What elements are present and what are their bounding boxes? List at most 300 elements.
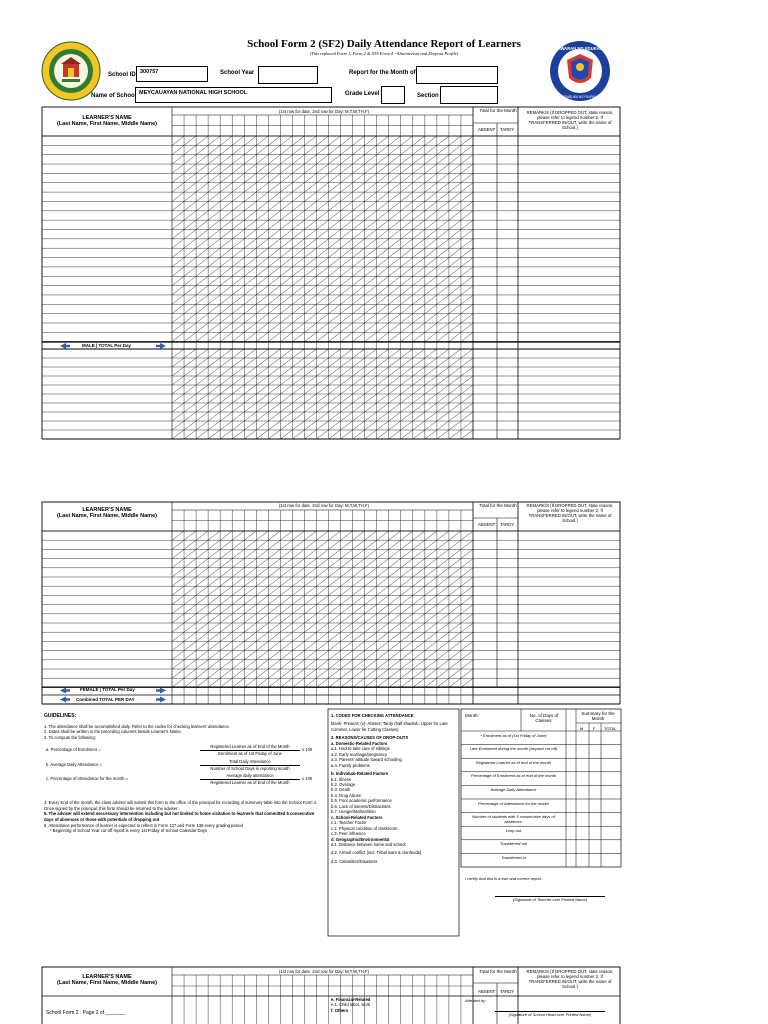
x100-a: x 100 <box>302 747 313 752</box>
day-cell-diagonal <box>329 276 341 285</box>
day-cell-diagonal <box>365 421 377 430</box>
day-cell-diagonal <box>316 549 328 558</box>
school-name-field[interactable]: MEYCAUAYAN NATIONAL HIGH SCHOOL <box>135 87 332 103</box>
day-cell-diagonal <box>280 258 292 267</box>
day-cell-diagonal <box>389 286 401 295</box>
day-cell-diagonal <box>220 258 232 267</box>
day-cell-diagonal <box>220 314 232 323</box>
day-cell-diagonal <box>208 367 220 376</box>
day-cell-diagonal <box>220 332 232 341</box>
day-cell-diagonal <box>413 376 425 385</box>
day-cell-diagonal <box>196 540 208 549</box>
day-cell-diagonal <box>232 669 244 678</box>
day-cell-diagonal <box>244 332 256 341</box>
left-arrow-icon <box>60 697 66 703</box>
day-cell-diagonal <box>220 267 232 276</box>
day-cell-diagonal <box>329 183 341 192</box>
day-cell-diagonal <box>329 394 341 403</box>
day-cell-diagonal <box>437 183 449 192</box>
day-cell-diagonal <box>365 641 377 650</box>
day-cell-diagonal <box>377 248 389 257</box>
day-cell-diagonal <box>244 145 256 154</box>
day-cell-diagonal <box>256 164 268 173</box>
day-cell-diagonal <box>172 376 184 385</box>
day-cell-diagonal <box>256 258 268 267</box>
day-cell-diagonal <box>268 304 280 313</box>
day-cell-diagonal <box>449 651 461 660</box>
formula-a-den: Enrolment as of 1st Friday of June <box>218 751 282 756</box>
day-cell-diagonal <box>449 586 461 595</box>
day-cell-diagonal <box>280 605 292 614</box>
day-cell-diagonal <box>280 349 292 358</box>
day-cell-diagonal <box>304 385 316 394</box>
day-cell-diagonal <box>329 540 341 549</box>
day-cell-diagonal <box>280 421 292 430</box>
day-cell-diagonal <box>172 173 184 182</box>
day-cell-diagonal <box>244 430 256 439</box>
day-cell-diagonal <box>232 314 244 323</box>
day-cell-diagonal <box>413 201 425 210</box>
day-cell-diagonal <box>353 155 365 164</box>
day-cell-diagonal <box>292 595 304 604</box>
day-cell-diagonal <box>172 385 184 394</box>
day-cell-diagonal <box>304 651 316 660</box>
day-cell-diagonal <box>353 605 365 614</box>
day-cell-diagonal <box>280 332 292 341</box>
day-cell-diagonal <box>304 295 316 304</box>
day-cell-diagonal <box>244 258 256 267</box>
formula-b-num: Total Daily Attendance <box>200 759 300 766</box>
day-cell-diagonal <box>232 155 244 164</box>
guideline-item: 2. Dates shall be written in the preceding columns beside Learner's Name. <box>44 729 182 735</box>
day-cell-diagonal <box>208 192 220 201</box>
day-cell-diagonal <box>292 332 304 341</box>
day-cell-diagonal <box>292 230 304 239</box>
day-cell-diagonal <box>341 531 353 540</box>
remarks-header-3: REMARK/S (If DROPPED OUT, state reason, please refer to legend number 2. If TRANSFERRED IN/OUT, write the name of School.) <box>526 969 614 989</box>
school-id-field[interactable]: 300757 <box>136 66 208 82</box>
day-cell-diagonal <box>196 678 208 687</box>
day-cell-diagonal <box>377 145 389 154</box>
day-cell-diagonal <box>256 286 268 295</box>
day-cell-diagonal <box>329 660 341 669</box>
day-cell-diagonal <box>389 239 401 248</box>
day-cell-diagonal <box>461 276 473 285</box>
day-cell-diagonal <box>232 248 244 257</box>
day-cell-diagonal <box>341 632 353 641</box>
day-cell-diagonal <box>232 376 244 385</box>
day-cell-diagonal <box>196 623 208 632</box>
tardy-header-2: TARDY <box>500 522 515 527</box>
reason-item: b.1. Illness <box>331 776 352 782</box>
day-cell-diagonal <box>184 276 196 285</box>
day-cell-diagonal <box>268 155 280 164</box>
day-cell-diagonal <box>401 314 413 323</box>
day-cell-diagonal <box>413 304 425 313</box>
day-cell-diagonal <box>461 220 473 229</box>
day-cell-diagonal <box>329 286 341 295</box>
day-cell-diagonal <box>268 403 280 412</box>
day-cell-diagonal <box>413 430 425 439</box>
day-cell-diagonal <box>389 201 401 210</box>
day-cell-diagonal <box>401 349 413 358</box>
day-cell-diagonal <box>196 145 208 154</box>
day-cell-diagonal <box>401 623 413 632</box>
day-cell-diagonal <box>425 295 437 304</box>
day-cell-diagonal <box>401 192 413 201</box>
day-cell-diagonal <box>353 332 365 341</box>
day-cell-diagonal <box>172 660 184 669</box>
day-cell-diagonal <box>268 145 280 154</box>
day-cell-diagonal <box>304 248 316 257</box>
day-cell-diagonal <box>208 295 220 304</box>
day-cell-diagonal <box>304 332 316 341</box>
day-cell-diagonal <box>449 430 461 439</box>
date-note-3: (1st row for date, 2nd row for Day: M,T,W,TH,F) <box>278 969 370 974</box>
day-cell-diagonal <box>316 403 328 412</box>
day-cell-diagonal <box>232 421 244 430</box>
day-cell-diagonal <box>172 614 184 623</box>
day-cell-diagonal <box>256 192 268 201</box>
day-cell-diagonal <box>389 394 401 403</box>
day-cell-diagonal <box>304 304 316 313</box>
day-cell-diagonal <box>172 568 184 577</box>
day-cell-diagonal <box>316 394 328 403</box>
day-cell-diagonal <box>377 276 389 285</box>
form-title: School Form 2 (SF2) Daily Attendance Report of Learners <box>247 38 521 50</box>
day-cell-diagonal <box>196 201 208 210</box>
day-cell-diagonal <box>316 183 328 192</box>
day-cell-diagonal <box>449 349 461 358</box>
day-cell-diagonal <box>244 230 256 239</box>
day-cell-diagonal <box>461 376 473 385</box>
day-cell-diagonal <box>353 295 365 304</box>
day-cell-diagonal <box>256 376 268 385</box>
day-cell-diagonal <box>377 577 389 586</box>
day-cell-diagonal <box>365 295 377 304</box>
day-cell-diagonal <box>256 385 268 394</box>
day-cell-diagonal <box>461 367 473 376</box>
day-cell-diagonal <box>316 540 328 549</box>
day-cell-diagonal <box>389 549 401 558</box>
head-signature-line: (Signature of School Head over Printed Name) <box>495 1011 605 1017</box>
day-cell-diagonal <box>341 248 353 257</box>
day-cell-diagonal <box>413 678 425 687</box>
reasons-a-title: a. Domestic-Related Factors <box>331 740 388 746</box>
day-cell-diagonal <box>196 286 208 295</box>
day-cell-diagonal <box>196 394 208 403</box>
guideline-item-6: 6. Attendance performance of learner is expected to reflect in Form 137 and Form 138 every grading period <box>44 822 243 828</box>
day-cell-diagonal <box>172 605 184 614</box>
day-cell-diagonal <box>280 678 292 687</box>
day-cell-diagonal <box>341 577 353 586</box>
reason-item: a.2. Early marriage/pregnancy <box>331 751 388 757</box>
day-cell-diagonal <box>437 211 449 220</box>
day-cell-diagonal <box>377 660 389 669</box>
day-cell-diagonal <box>244 155 256 164</box>
day-cell-diagonal <box>280 376 292 385</box>
day-cell-diagonal <box>413 412 425 421</box>
day-cell-diagonal <box>341 183 353 192</box>
day-cell-diagonal <box>256 358 268 367</box>
day-cell-diagonal <box>341 367 353 376</box>
day-cell-diagonal <box>389 145 401 154</box>
day-cell-diagonal <box>280 540 292 549</box>
summary-month-label: Month: <box>465 713 479 718</box>
day-cell-diagonal <box>353 651 365 660</box>
day-cell-diagonal <box>292 155 304 164</box>
day-cell-diagonal <box>401 211 413 220</box>
day-cell-diagonal <box>196 385 208 394</box>
day-cell-diagonal <box>365 531 377 540</box>
day-cell-diagonal <box>184 145 196 154</box>
day-cell-diagonal <box>425 559 437 568</box>
day-cell-diagonal <box>232 286 244 295</box>
day-cell-diagonal <box>172 220 184 229</box>
day-cell-diagonal <box>292 183 304 192</box>
day-cell-diagonal <box>377 403 389 412</box>
day-cell-diagonal <box>304 286 316 295</box>
day-cell-diagonal <box>304 430 316 439</box>
day-cell-diagonal <box>365 403 377 412</box>
day-cell-diagonal <box>449 155 461 164</box>
day-cell-diagonal <box>316 211 328 220</box>
day-cell-diagonal <box>341 267 353 276</box>
day-cell-diagonal <box>401 605 413 614</box>
day-cell-diagonal <box>220 323 232 332</box>
day-cell-diagonal <box>389 314 401 323</box>
day-cell-diagonal <box>341 220 353 229</box>
day-cell-diagonal <box>232 267 244 276</box>
day-cell-diagonal <box>377 605 389 614</box>
day-cell-diagonal <box>365 183 377 192</box>
day-cell-diagonal <box>232 230 244 239</box>
day-cell-diagonal <box>389 430 401 439</box>
day-cell-diagonal <box>365 286 377 295</box>
day-cell-diagonal <box>461 568 473 577</box>
day-cell-diagonal <box>341 614 353 623</box>
day-cell-diagonal <box>316 678 328 687</box>
day-cell-diagonal <box>208 136 220 145</box>
day-cell-diagonal <box>437 304 449 313</box>
day-cell-diagonal <box>172 276 184 285</box>
day-cell-diagonal <box>365 632 377 641</box>
day-cell-diagonal <box>377 531 389 540</box>
day-cell-diagonal <box>184 239 196 248</box>
day-cell-diagonal <box>280 295 292 304</box>
day-cell-diagonal <box>172 412 184 421</box>
reason-item: a.4. Family problems <box>331 762 370 768</box>
day-cell-diagonal <box>425 549 437 558</box>
day-cell-diagonal <box>316 623 328 632</box>
day-cell-diagonal <box>196 376 208 385</box>
day-cell-diagonal <box>196 276 208 285</box>
day-cell-diagonal <box>316 164 328 173</box>
day-cell-diagonal <box>365 220 377 229</box>
day-cell-diagonal <box>292 173 304 182</box>
day-cell-diagonal <box>304 145 316 154</box>
day-cell-diagonal <box>437 394 449 403</box>
day-cell-diagonal <box>244 394 256 403</box>
day-cell-diagonal <box>341 605 353 614</box>
day-cell-diagonal <box>461 332 473 341</box>
day-cell-diagonal <box>316 239 328 248</box>
day-cell-diagonal <box>256 248 268 257</box>
reasons-f-title: f. Others <box>331 1007 349 1013</box>
day-cell-diagonal <box>365 230 377 239</box>
day-cell-diagonal <box>316 155 328 164</box>
day-cell-diagonal <box>449 641 461 650</box>
day-cell-diagonal <box>172 595 184 604</box>
day-cell-diagonal <box>280 239 292 248</box>
day-cell-diagonal <box>184 660 196 669</box>
day-cell-diagonal <box>389 155 401 164</box>
day-cell-diagonal <box>220 295 232 304</box>
day-cell-diagonal <box>196 211 208 220</box>
day-cell-diagonal <box>437 258 449 267</box>
seal-top-text: KAGAWARAN NG EDUKASYON <box>548 46 612 51</box>
day-cell-diagonal <box>365 239 377 248</box>
reason-item: d.1. Distance between home and school <box>331 841 406 847</box>
day-cell-diagonal <box>401 258 413 267</box>
day-cell-diagonal <box>353 549 365 558</box>
day-cell-diagonal <box>172 394 184 403</box>
day-cell-diagonal <box>425 430 437 439</box>
day-cell-diagonal <box>401 660 413 669</box>
day-cell-diagonal <box>316 367 328 376</box>
day-cell-diagonal <box>268 632 280 641</box>
formula-b-den: Number of School Days in reporting month <box>210 766 290 771</box>
day-cell-diagonal <box>389 358 401 367</box>
reason-item: b.4. Drug Abuse <box>331 792 362 798</box>
day-cell-diagonal <box>365 248 377 257</box>
day-cell-diagonal <box>268 651 280 660</box>
day-cell-diagonal <box>172 192 184 201</box>
day-cell-diagonal <box>268 669 280 678</box>
day-cell-diagonal <box>413 367 425 376</box>
day-cell-diagonal <box>449 568 461 577</box>
day-cell-diagonal <box>353 403 365 412</box>
day-cell-diagonal <box>184 304 196 313</box>
grade-level-label: Grade Level <box>345 91 380 97</box>
day-cell-diagonal <box>304 349 316 358</box>
day-cell-diagonal <box>413 220 425 229</box>
day-cell-diagonal <box>341 568 353 577</box>
day-cell-diagonal <box>316 220 328 229</box>
day-cell-diagonal <box>413 549 425 558</box>
day-cell-diagonal <box>220 211 232 220</box>
day-cell-diagonal <box>196 559 208 568</box>
day-cell-diagonal <box>413 145 425 154</box>
day-cell-diagonal <box>437 641 449 650</box>
day-cell-diagonal <box>172 136 184 145</box>
day-cell-diagonal <box>256 568 268 577</box>
day-cell-diagonal <box>220 641 232 650</box>
day-cell-diagonal <box>389 173 401 182</box>
day-cell-diagonal <box>244 559 256 568</box>
day-cell-diagonal <box>172 421 184 430</box>
day-cell-diagonal <box>244 267 256 276</box>
day-cell-diagonal <box>389 605 401 614</box>
day-cell-diagonal <box>425 211 437 220</box>
day-cell-diagonal <box>184 577 196 586</box>
day-cell-diagonal <box>329 173 341 182</box>
day-cell-diagonal <box>244 304 256 313</box>
day-cell-diagonal <box>449 559 461 568</box>
day-cell-diagonal <box>292 568 304 577</box>
day-cell-diagonal <box>256 660 268 669</box>
day-cell-diagonal <box>449 421 461 430</box>
day-cell-diagonal <box>280 201 292 210</box>
day-cell-diagonal <box>377 332 389 341</box>
day-cell-diagonal <box>172 332 184 341</box>
day-cell-diagonal <box>184 376 196 385</box>
day-cell-diagonal <box>268 332 280 341</box>
day-cell-diagonal <box>413 614 425 623</box>
day-cell-diagonal <box>184 669 196 678</box>
day-cell-diagonal <box>437 136 449 145</box>
day-cell-diagonal <box>365 559 377 568</box>
day-cell-diagonal <box>329 577 341 586</box>
day-cell-diagonal <box>256 295 268 304</box>
day-cell-diagonal <box>184 614 196 623</box>
day-cell-diagonal <box>401 595 413 604</box>
day-cell-diagonal <box>220 669 232 678</box>
day-cell-diagonal <box>461 549 473 558</box>
day-cell-diagonal <box>401 669 413 678</box>
day-cell-diagonal <box>437 669 449 678</box>
day-cell-diagonal <box>184 248 196 257</box>
day-cell-diagonal <box>341 155 353 164</box>
day-cell-diagonal <box>268 220 280 229</box>
day-cell-diagonal <box>316 632 328 641</box>
formula-a-label: a. Percentage of Enrolment = <box>46 747 101 752</box>
day-cell-diagonal <box>244 295 256 304</box>
day-cell-diagonal <box>172 248 184 257</box>
guidelines-more <box>44 800 320 834</box>
day-cell-diagonal <box>329 267 341 276</box>
day-cell-diagonal <box>256 531 268 540</box>
day-cell-diagonal <box>316 641 328 650</box>
day-cell-diagonal <box>461 164 473 173</box>
day-cell-diagonal <box>196 568 208 577</box>
day-cell-diagonal <box>413 394 425 403</box>
day-cell-diagonal <box>256 145 268 154</box>
day-cell-diagonal <box>425 641 437 650</box>
day-cell-diagonal <box>437 155 449 164</box>
day-cell-diagonal <box>304 641 316 650</box>
day-cell-diagonal <box>304 230 316 239</box>
day-cell-diagonal <box>196 332 208 341</box>
day-cell-diagonal <box>413 559 425 568</box>
day-cell-diagonal <box>232 201 244 210</box>
day-cell-diagonal <box>449 183 461 192</box>
seal-bottom-text: REPUBLIKA NG PILIPINAS <box>560 95 600 99</box>
day-cell-diagonal <box>184 258 196 267</box>
day-cell-diagonal <box>353 376 365 385</box>
day-cell-diagonal <box>353 623 365 632</box>
day-cell-diagonal <box>353 145 365 154</box>
day-cell-diagonal <box>377 192 389 201</box>
day-cell-diagonal <box>377 376 389 385</box>
day-cell-diagonal <box>365 332 377 341</box>
day-cell-diagonal <box>256 173 268 182</box>
day-cell-diagonal <box>220 385 232 394</box>
day-cell-diagonal <box>220 559 232 568</box>
day-cell-diagonal <box>256 230 268 239</box>
day-cell-diagonal <box>329 314 341 323</box>
day-cell-diagonal <box>461 614 473 623</box>
